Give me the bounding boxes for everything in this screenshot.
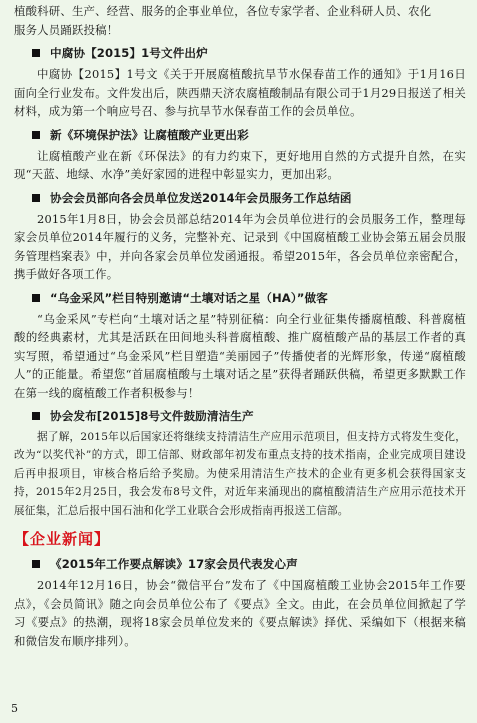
square-bullet-icon <box>32 194 40 202</box>
item-paragraph: 中腐协【2015】1号文《关于开展腐植酸抗旱节水保春苗工作的通知》于1月16日面向全行业发布。文件发出后，陕西鼎天济农腐植酸制品有限公司于1月29日报送了相关材料，成为第一个响应号召、参与抗旱节水保春苗工作的会员单位。 <box>14 67 466 118</box>
item-heading-4 <box>32 289 466 308</box>
intro-line-1: 植酸科研、生产、经营、服务的企事业单位，各位专家学者、企业科研人员、农化 <box>14 4 432 18</box>
square-bullet-icon <box>32 49 40 57</box>
item-heading-text: 中腐协【2015】1号文件出炉 <box>50 46 208 60</box>
news-heading-text: 《2015年工作要点解读》17家会员代表发心声 <box>50 557 298 572</box>
item-heading-text: 协会发布[2015]8号文件鼓励清洁生产 <box>50 409 254 423</box>
item-paragraph: “乌金采风”专栏向“土壤对话之星”特别征稿：向全行业征集传播腐植酸、科普腐植酸的经典素材，尤其是活跃在田间地头科普腐植酸、推广腐植酸产品的基层工作者的真实写照，希望通过“乌金采风”栏目塑造“美丽园子”传播使者的光辉形象，传递“腐植酸人”的正能量。希望您“首届腐植酸与土壤对话之星”获得者踊跃供稿，希望更多默默工作在第一线的腐植酸工作者积极参与！ <box>14 311 466 400</box>
square-bullet-icon <box>32 131 40 139</box>
item-heading-2 <box>32 126 466 145</box>
square-bullet-icon <box>32 294 40 302</box>
news-paragraph: 2014年12月16日，协会“微信平台”发布了《中国腐植酸工业协会2015年工作要点》，《会员简讯》随之向会员单位公布了《要点》全文。由此，在会员单位间掀起了学习《要点》的热潮，现将18家会员单位发来的《要点解读》择优、采编如下（根据来稿和微信发布顺序排列）。 <box>14 578 466 648</box>
news-heading <box>32 555 466 574</box>
item-heading-text: 新《环境保护法》让腐植酸产业更出彩 <box>50 127 249 142</box>
item-paragraph: 让腐植酸产业在新《环保法》的有力约束下，更好地用自然的方式提升自然，在实现“天蓝、地绿、水净”美好家园的进程中彰显实力，更加出彩。 <box>14 148 466 181</box>
page-content <box>14 2 466 650</box>
square-bullet-icon <box>32 412 40 420</box>
page-number: 5 <box>11 702 18 715</box>
item-paragraph: 据了解，2015年以后国家还将继续支持清洁生产应用示范项目，但支持方式将发生变化，改为“以奖代补”的方式，即工信部、财政部年初发布重点支持的技术指南，企业完成项目建设后再申报项目，审核合格后给予奖励。为使采用清洁生产技术的企业有更多机会获得国家支持，2015年2月25日，我会发布8号文件，对近年来涌现出的腐植酸清洁生产应用示范技术开展征集，汇总后报中国石油和化学工业联合会形成指南再报送工信部。 <box>14 431 466 517</box>
item-paragraph: 2015年1月8日，协会会员部总结2014年为会员单位进行的会员服务工作，整理每家会员单位2014年履行的义务，完整补充、记录到《中国腐植酸工业协会第五届会员服务管理档案表》中，并向各家会员单位发函通报。希望2015年，各会员单位亲密配合，携手做好各项工作。 <box>14 211 466 281</box>
intro-line-2: 服务人员踊跃投稿！ <box>14 22 119 37</box>
item-heading-3 <box>32 189 466 208</box>
item-heading-text: 协会会员部向各会员单位发送2014年会员服务工作总结函 <box>50 190 352 205</box>
item-heading-1 <box>32 44 466 63</box>
section-title: 【企业新闻】 <box>14 530 111 549</box>
item-heading-text: “乌金采风”栏目特别邀请“土壤对话之星（HA）”做客 <box>50 290 328 305</box>
square-bullet-icon <box>32 560 40 568</box>
item-heading-5 <box>32 407 466 426</box>
